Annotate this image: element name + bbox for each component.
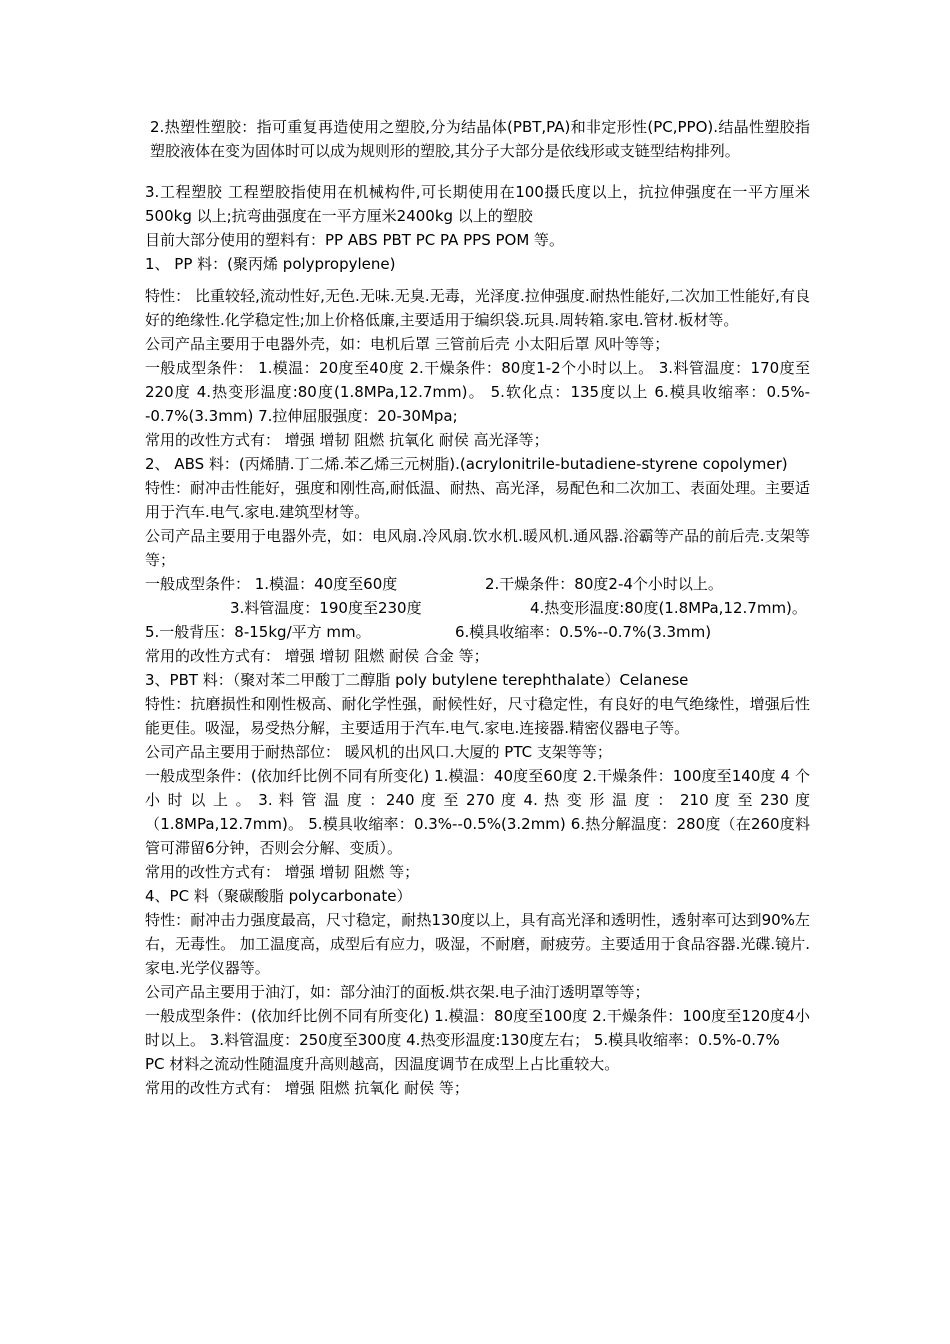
pbt-title: 3、PBT 料：（聚对苯二甲酸丁二醇脂 poly butylene terephthalate）Celanese [145, 671, 689, 689]
paragraph-thermoplastic: 2.热塑性塑胶：指可重复再造使用之塑胶,分为结晶体(PBT,PA)和非定形性(PC,PPO).结晶性塑胶指塑胶液体在变为固体时可以成为规则形的塑胶,其分子大部分是依线形或支链型结构排列。 [150, 118, 810, 160]
abs-title: 2、 ABS 料：(丙烯腈.丁二烯.苯乙烯三元树脂).(acrylonitrile-butadiene-styrene copolymer) [145, 455, 788, 473]
abs-molding-row-2 [145, 596, 810, 620]
abs-molding-item: 4.热变形温度:80度(1.8MPa,12.7mm)。 [530, 599, 807, 617]
pbt-modification: 常用的改性方式有： 增强 增韧 阻燃 等； [145, 863, 420, 881]
common-materials-line: 目前大部分使用的塑料有：PP ABS PBT PC PA PPS POM 等。 [145, 231, 565, 249]
pbt-molding-conditions: 一般成型条件：(依加纤比例不同有所变化) 1.模温：40度至60度 2.干燥条件：100度至140度 4 个 小 时 以 上 。 3. 料 管 温 度 ：240 度 至 270 度 4. 热 变 形 温 度 ： 210 度 至 230 度（1.8MPa,12.7mm)。 5.模具收缩率：0.3%--0.5%(3.2mm) 6.热分解温度：280度（在260度料管可滞留6分钟，否则会分解、变质）。 [145, 767, 810, 857]
abs-molding-item: 5.一般背压：8-15kg/平方 mm。 [145, 623, 371, 641]
abs-molding-item: 6.模具收缩率：0.5%--0.7%(3.3mm) [455, 623, 712, 641]
pp-modification: 常用的改性方式有： 增强 增韧 阻燃 抗氧化 耐侯 高光泽等； [145, 431, 549, 449]
pp-title: 1、 PP 料：(聚丙烯 polypropylene) [145, 255, 396, 273]
abs-molding-row-3 [145, 620, 810, 644]
abs-molding-item: 一般成型条件： 1.模温：40度至60度 [145, 575, 398, 593]
abs-modification: 常用的改性方式有： 增强 增韧 阻燃 耐侯 合金 等； [145, 647, 489, 665]
abs-properties: 特性：耐冲击性能好，强度和刚性高,耐低温、耐热、高光泽，易配色和二次加工、表面处理。主要适用于汽车.电气.家电.建筑型材等。 [145, 479, 810, 521]
pc-company-usage: 公司产品主要用于油汀，如：部分油汀的面板.烘衣架.电子油汀透明罩等等； [145, 983, 650, 1001]
pc-flow-note: PC 材料之流动性随温度升高则越高，因温度调节在成型上占比重较大。 [145, 1055, 620, 1073]
pc-title: 4、PC 料（聚碳酸脂 polycarbonate） [145, 887, 412, 905]
pc-molding-conditions: 一般成型条件：(依加纤比例不同有所变化) 1.模温：80度至100度 2.干燥条件：100度至120度4小时以上。 3.料管温度：250度至300度 4.热变形温度:130度左右； 5.模具收缩率：0.5%-0.7% [145, 1007, 810, 1049]
pbt-company-usage: 公司产品主要用于耐热部位： 暖风机的出风口.大厦的 PTC 支架等等； [145, 743, 612, 761]
pc-properties: 特性：耐冲击力强度最高，尺寸稳定，耐热130度以上，具有高光泽和透明性，透射率可达到90%左右，无毒性。 加工温度高，成型后有应力，吸湿，不耐磨，耐疲劳。主要适用于食品容器.光碟.镜片.家电.光学仪器等。 [145, 911, 810, 977]
abs-company-usage: 公司产品主要用于电器外壳，如：电风扇.冷风扇.饮水机.暖风机.通风器.浴霸等产品的前后壳.支架等等； [145, 527, 810, 569]
pp-properties: 特性： 比重较轻,流动性好,无色.无味.无臭.无毒，光泽度.拉伸强度.耐热性能好,二次加工性能好,有良好的绝缘性.化学稳定性;加上价格低廉,主要适用于编织袋.玩具.周转箱.家电.管材.板材等。 [145, 287, 810, 329]
abs-molding-row-1 [145, 572, 810, 596]
abs-molding-item: 3.料管温度：190度至230度 [230, 599, 422, 617]
pbt-properties: 特性：抗磨损性和刚性极高、耐化学性强，耐候性好，尺寸稳定性，有良好的电气绝缘性，增强后性能更佳。吸湿，易受热分解，主要适用于汽车.电气.家电.连接器.精密仪器电子等。 [145, 695, 810, 737]
paragraph-engineering-plastic: 3.工程塑胶 工程塑胶指使用在机械构件,可长期使用在100摄氏度以上，抗拉伸强度在一平方厘米500kg 以上;抗弯曲强度在一平方厘米2400kg 以上的塑胶 [145, 183, 810, 225]
pp-molding-conditions: 一般成型条件： 1.模温：20度至40度 2.干燥条件：80度1-2个小时以上。 3.料管温度：170度至220度 4.热变形温度:80度(1.8MPa,12.7mm)。 5.软化点：135度以上 6.模具收缩率：0.5%--0.7%(3.3mm) 7.拉伸屈服强度：20-30Mpa; [145, 359, 810, 425]
document-page [145, 115, 810, 1100]
pp-company-usage: 公司产品主要用于电器外壳，如：电机后罩 三管前后壳 小太阳后罩 风叶等等； [145, 335, 670, 353]
pc-modification: 常用的改性方式有： 增强 阻燃 抗氧化 耐侯 等； [145, 1079, 469, 1097]
abs-molding-item: 2.干燥条件：80度2-4个小时以上。 [485, 575, 723, 593]
